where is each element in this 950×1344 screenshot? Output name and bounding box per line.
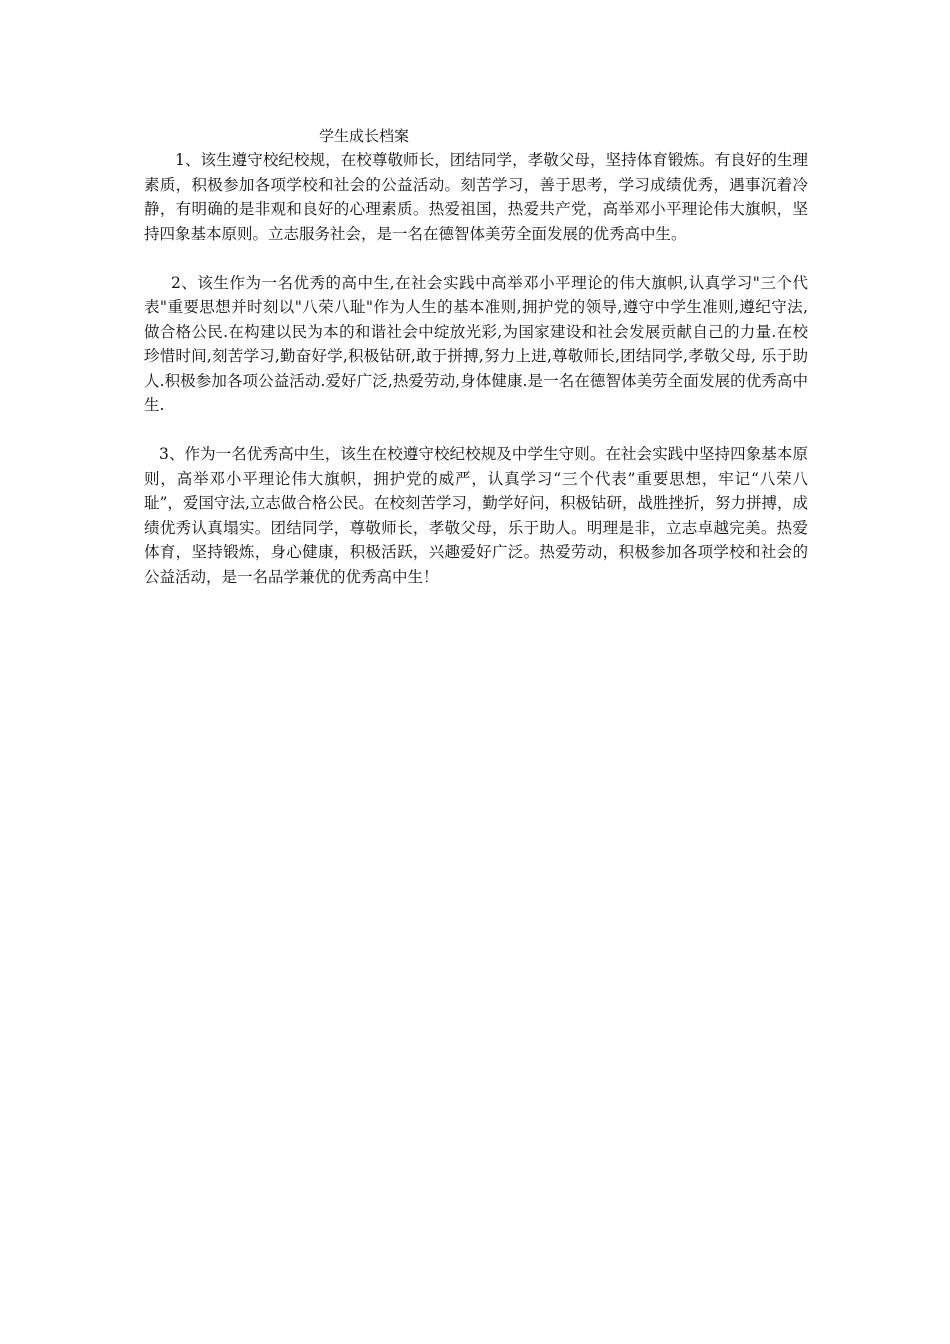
document-body [144, 124, 808, 589]
paragraph-1: 1、该生遵守校纪校规，在校尊敬师长，团结同学，孝敬父母，坚持体育锻炼。有良好的生理素质，积极参加各项学校和社会的公益活动。刻苦学习，善于思考，学习成绩优秀，遇事沉着冷静，有明确的是非观和良好的心理素质。热爱祖国，热爱共产党，高举邓小平理论伟大旗帜，坚持四象基本原则。立志服务社会，是一名在德智体美劳全面发展的优秀高中生。 [144, 151, 808, 243]
paragraph-2: 2、该生作为一名优秀的高中生,在社会实践中高举邓小平理论的伟大旗帜,认真学习"三个代表"重要思想并时刻以"八荣八耻"作为人生的基本准则,拥护党的领导,遵守中学生准则,遵纪守法, 做合格公民.在构建以民为本的和谐社会中绽放光彩,为国家建设和社会发展贡献自己的力量.在校珍惜时间,刻苦学习,勤奋好学,积极钻研,敢于拼搏,努力上进,尊敬师长,团结同学,孝敬父母, 乐于助人.积极参加各项公益活动.爱好广泛,热爱劳动,身体健康.是一名在德智体美劳全面发展的优秀高中生. [144, 273, 808, 414]
document-title: 学生成长档案 [319, 127, 410, 145]
paragraph-3: 3、作为一名优秀高中生，该生在校遵守校纪校规及中学生守则。在社会实践中坚持四象基本原则，高举邓小平理论伟大旗帜，拥护党的威严，认真学习“三个代表”重要思想，牢记“八荣八耻”，爱国守法,立志做合格公民。在校刻苦学习，勤学好问，积极钻研，战胜挫折，努力拼搏，成绩优秀认真塌实。团结同学，尊敬师长，孝敬父母，乐于助人。明理是非，立志卓越完美。热爱体育，坚持锻炼，身心健康，积极活跃，兴趣爱好广泛。热爱劳动，积极参加各项学校和社会的公益活动，是一名品学兼优的优秀高中生！ [144, 445, 808, 586]
